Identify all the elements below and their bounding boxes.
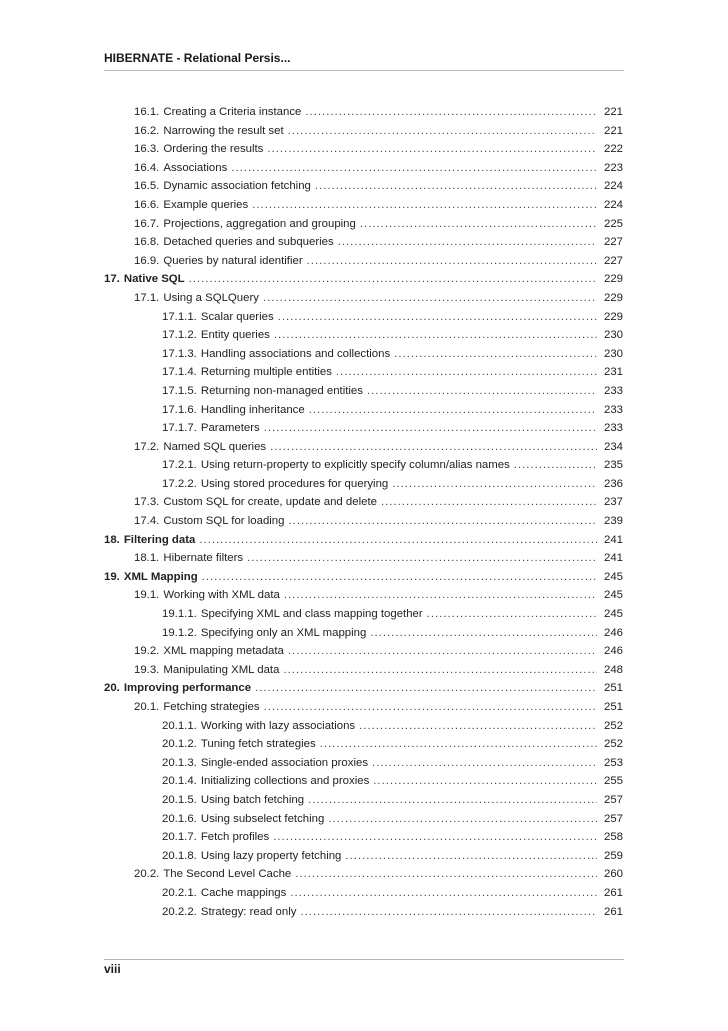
dot-leader xyxy=(307,252,597,271)
toc-entry-number: 16.1. xyxy=(134,106,160,118)
toc-entry-number: 20.1. xyxy=(134,701,160,713)
toc-entry-line xyxy=(134,549,623,568)
toc-entry-title: Working with lazy associations xyxy=(200,719,356,732)
dot-leader xyxy=(278,308,597,327)
dot-leader xyxy=(373,772,597,791)
dot-leader xyxy=(372,754,597,773)
toc-entry-title: Using batch fetching xyxy=(200,793,305,806)
toc-entry-line xyxy=(134,103,623,122)
toc-entry-page: 246 xyxy=(603,645,623,658)
toc-entry[interactable] xyxy=(0,252,728,271)
dot-leader xyxy=(288,512,597,531)
toc-entry-line xyxy=(162,419,623,438)
toc-entry[interactable] xyxy=(0,345,728,364)
toc-entry[interactable] xyxy=(0,624,728,643)
toc-entry-page: 223 xyxy=(603,161,623,174)
toc-entry-title: Parameters xyxy=(200,422,260,435)
toc-entry[interactable] xyxy=(0,308,728,327)
toc-entry-title: Working with XML data xyxy=(163,589,280,602)
dot-leader xyxy=(381,493,597,512)
toc-entry-page: 221 xyxy=(603,124,623,137)
toc-entry[interactable] xyxy=(0,382,728,401)
toc-entry-number: 19. xyxy=(104,570,120,583)
toc-entry-page: 251 xyxy=(603,682,623,695)
toc-entry-title: Strategy: read only xyxy=(200,905,297,918)
toc-entry-page: 225 xyxy=(603,217,623,230)
dot-leader xyxy=(274,326,597,345)
toc-entry-page: 245 xyxy=(603,589,623,602)
dot-leader xyxy=(514,456,597,475)
dot-leader xyxy=(300,903,597,922)
toc-entry-title: Fetch profiles xyxy=(200,831,270,844)
toc-entry[interactable] xyxy=(0,605,728,624)
toc-entry[interactable] xyxy=(0,122,728,141)
dot-leader xyxy=(189,270,597,289)
toc-entry-title: Scalar queries xyxy=(200,310,274,323)
toc-entry-page: 233 xyxy=(603,384,623,397)
toc-entry-page: 251 xyxy=(603,701,623,713)
toc-entry-page: 259 xyxy=(603,849,623,862)
toc-entry-page: 258 xyxy=(603,831,623,844)
toc-entry-page: 227 xyxy=(603,236,623,249)
toc-entry-number: 20.1.3. xyxy=(162,756,197,769)
toc-entry[interactable] xyxy=(0,772,728,791)
toc-entry[interactable] xyxy=(0,531,728,550)
toc-entry-number: 20.2. xyxy=(134,868,160,881)
toc-entry-line xyxy=(162,772,623,791)
toc-entry-line xyxy=(134,252,623,271)
toc-entry-line xyxy=(134,289,623,308)
toc-entry-number: 19.1.2. xyxy=(162,626,197,639)
toc-entry-title: Detached queries and subqueries xyxy=(163,236,334,249)
toc-entry-page: 233 xyxy=(603,403,623,416)
toc-entry-number: 16.9. xyxy=(134,254,160,267)
toc-entry[interactable] xyxy=(0,661,728,680)
toc-entry-page: 257 xyxy=(603,793,623,806)
dot-leader xyxy=(255,679,597,698)
toc-entry-title: Handling associations and collections xyxy=(200,347,391,360)
toc-entry[interactable] xyxy=(0,903,728,922)
toc-entry-line xyxy=(104,270,623,289)
toc-entry-page: 227 xyxy=(603,254,623,267)
toc-entry[interactable] xyxy=(0,717,728,736)
dot-leader xyxy=(308,791,597,810)
toc-entry-title: Creating a Criteria instance xyxy=(163,106,302,118)
dot-leader xyxy=(338,233,597,252)
toc-entry[interactable] xyxy=(0,419,728,438)
toc-entry[interactable] xyxy=(0,679,728,698)
toc-entry-line xyxy=(162,903,623,922)
toc-entry-number: 16.7. xyxy=(134,217,160,230)
toc-entry-title: Returning multiple entities xyxy=(200,366,332,379)
toc-entry-line xyxy=(162,754,623,773)
toc-entry-page: 236 xyxy=(603,477,623,490)
toc-entry-line xyxy=(134,493,623,512)
toc-entry[interactable] xyxy=(0,326,728,345)
toc-entry-number: 19.2. xyxy=(134,645,160,658)
dot-leader xyxy=(370,624,597,643)
dot-leader xyxy=(202,568,597,587)
toc-entry[interactable] xyxy=(0,698,728,717)
toc-entry[interactable] xyxy=(0,754,728,773)
toc-entry-page: 245 xyxy=(603,608,623,621)
toc-entry-title: Queries by natural identifier xyxy=(163,254,303,267)
toc-entry[interactable] xyxy=(0,401,728,420)
toc-entry-title: Manipulating XML data xyxy=(163,663,280,676)
dot-leader xyxy=(267,140,597,159)
dot-leader xyxy=(290,884,597,903)
page-number: viii xyxy=(104,962,121,976)
toc-entry-number: 16.6. xyxy=(134,198,160,211)
dot-leader xyxy=(295,865,597,884)
toc-entry-title: Using a SQLQuery xyxy=(163,291,259,304)
toc-entry[interactable] xyxy=(0,493,728,512)
toc-entry-page: 221 xyxy=(603,106,623,118)
toc-entry-line xyxy=(134,122,623,141)
toc-entry-number: 16.4. xyxy=(134,161,160,174)
toc-entry[interactable] xyxy=(0,735,728,754)
toc-entry-page: 231 xyxy=(603,366,623,379)
dot-leader xyxy=(392,475,597,494)
toc-entry-line xyxy=(162,475,623,494)
toc-entry[interactable] xyxy=(0,568,728,587)
toc-entry-title: Handling inheritance xyxy=(200,403,305,416)
toc-entry[interactable] xyxy=(0,289,728,308)
toc-entry[interactable] xyxy=(0,196,728,215)
toc-entry-page: 235 xyxy=(603,459,623,472)
toc-entry-line xyxy=(134,512,623,531)
dot-leader xyxy=(264,419,597,438)
toc-entry-title: Named SQL queries xyxy=(163,440,267,453)
toc-entry-page: 246 xyxy=(603,626,623,639)
dot-leader xyxy=(315,177,597,196)
dot-leader xyxy=(336,363,597,382)
toc-entry[interactable] xyxy=(0,512,728,531)
toc-entry-line xyxy=(162,605,623,624)
toc-entry-page: 224 xyxy=(603,198,623,211)
toc-entry-line xyxy=(162,326,623,345)
toc-entry-page: 252 xyxy=(603,719,623,732)
toc-entry-number: 17. xyxy=(104,273,120,286)
toc-entry-page: 245 xyxy=(603,570,623,583)
toc-entry-page: 234 xyxy=(603,440,623,453)
toc-entry-page: 252 xyxy=(603,738,623,751)
toc-entry[interactable] xyxy=(0,810,728,829)
toc-entry-title: Cache mappings xyxy=(200,886,287,899)
toc-entry-page: 222 xyxy=(603,143,623,156)
toc-entry-title: Example queries xyxy=(163,198,249,211)
toc-entry-page: 233 xyxy=(603,422,623,435)
toc-entry-number: 20.1.1. xyxy=(162,719,197,732)
toc-entry-number: 19.1.1. xyxy=(162,608,197,621)
toc-entry[interactable] xyxy=(0,233,728,252)
toc-entry-title: Using subselect fetching xyxy=(200,812,325,825)
toc-entry-title: Associations xyxy=(163,161,228,174)
toc-entry-title: Hibernate filters xyxy=(163,552,244,565)
toc-entry-page: 230 xyxy=(603,347,623,360)
dot-leader xyxy=(247,549,597,568)
toc-entry-title: Using stored procedures for querying xyxy=(200,477,389,490)
toc-entry-number: 18.1. xyxy=(134,552,160,565)
dot-leader xyxy=(231,159,597,178)
toc-entry-number: 17.2. xyxy=(134,440,160,453)
toc-entry-number: 20.2.2. xyxy=(162,905,197,918)
dot-leader xyxy=(252,196,597,215)
toc-entry-page: 261 xyxy=(603,905,623,918)
toc-entry-page: 253 xyxy=(603,756,623,769)
toc-entry-line xyxy=(134,177,623,196)
toc-entry-line xyxy=(134,698,623,717)
dot-leader xyxy=(283,661,597,680)
toc-entry[interactable] xyxy=(0,586,728,605)
toc-entry-title: The Second Level Cache xyxy=(163,868,292,881)
toc-entry-page: 241 xyxy=(603,552,623,565)
toc-entry[interactable] xyxy=(0,438,728,457)
toc-entry-line xyxy=(162,810,623,829)
toc-entry-title: Using lazy property fetching xyxy=(200,849,342,862)
toc-entry-line xyxy=(162,791,623,810)
toc-entry-page: 248 xyxy=(603,663,623,676)
toc-entry-line xyxy=(162,828,623,847)
dot-leader xyxy=(427,605,597,624)
toc-entry-number: 17.1.1. xyxy=(162,310,197,323)
toc-entry-number: 17.1. xyxy=(134,291,160,304)
toc-entry[interactable] xyxy=(0,828,728,847)
toc-entry-line xyxy=(162,363,623,382)
toc-entry-title: XML mapping metadata xyxy=(163,645,284,658)
toc-entry[interactable] xyxy=(0,177,728,196)
dot-leader xyxy=(359,717,597,736)
toc-entry-number: 20.1.5. xyxy=(162,793,197,806)
toc-entry-number: 17.1.7. xyxy=(162,422,197,435)
toc-entry-line xyxy=(134,140,623,159)
toc-entry-page: 260 xyxy=(603,868,623,881)
toc-entry-number: 20.1.4. xyxy=(162,775,197,788)
running-header-title: HIBERNATE - Relational Persis... xyxy=(104,51,291,65)
toc-entry[interactable] xyxy=(0,270,728,289)
toc-entry-line xyxy=(134,642,623,661)
toc-entry-line xyxy=(162,382,623,401)
toc-entry-number: 20.1.7. xyxy=(162,831,197,844)
toc-entry[interactable] xyxy=(0,791,728,810)
toc-entry-title: Improving performance xyxy=(123,682,252,695)
toc-entry-number: 16.5. xyxy=(134,180,160,193)
toc-entry-page: 241 xyxy=(603,533,623,546)
dot-leader xyxy=(320,735,597,754)
dot-leader xyxy=(309,401,597,420)
toc-entry[interactable] xyxy=(0,140,728,159)
dot-leader xyxy=(264,698,597,717)
toc-entry-title: Specifying XML and class mapping together xyxy=(200,608,423,621)
toc-entry-line xyxy=(134,233,623,252)
toc-entry[interactable] xyxy=(0,549,728,568)
toc-entry-line xyxy=(162,884,623,903)
toc-entry[interactable] xyxy=(0,159,728,178)
toc-entry-page: 257 xyxy=(603,812,623,825)
toc-entry-line xyxy=(134,438,623,457)
toc-entry-title: Dynamic association fetching xyxy=(163,180,311,193)
toc-entry-number: 17.1.5. xyxy=(162,384,197,397)
toc-entry-line xyxy=(162,401,623,420)
toc-entry-title: Fetching strategies xyxy=(163,701,260,713)
toc-entry-title: Projections, aggregation and grouping xyxy=(163,217,356,230)
toc-entry-line xyxy=(162,456,623,475)
toc-entry-line xyxy=(104,679,623,698)
toc-entry[interactable] xyxy=(0,103,728,122)
toc-entry[interactable] xyxy=(0,475,728,494)
toc-entry-title: Using return-property to explicitly specify column/alias names xyxy=(200,459,510,472)
dot-leader xyxy=(199,531,597,550)
toc-entry-number: 20.1.6. xyxy=(162,812,197,825)
dot-leader xyxy=(345,847,597,866)
dot-leader xyxy=(367,382,597,401)
toc-entry-line xyxy=(162,735,623,754)
toc-entry-line xyxy=(162,308,623,327)
toc-entry[interactable] xyxy=(0,865,728,884)
toc-entry-line xyxy=(134,159,623,178)
dot-leader xyxy=(270,438,597,457)
toc-entry[interactable] xyxy=(0,363,728,382)
dot-leader xyxy=(288,642,597,661)
toc-entry-page: 229 xyxy=(603,310,623,323)
header-divider xyxy=(104,70,624,71)
toc-entry-number: 17.3. xyxy=(134,496,160,509)
toc-entry-page: 230 xyxy=(603,329,623,342)
toc-entry-line xyxy=(134,661,623,680)
dot-leader xyxy=(394,345,597,364)
toc-entry-number: 17.1.6. xyxy=(162,403,197,416)
toc-entry-page: 229 xyxy=(603,291,623,304)
toc-entry-title: Native SQL xyxy=(123,273,185,286)
toc-entry-number: 17.1.2. xyxy=(162,329,197,342)
toc-entry-title: Narrowing the result set xyxy=(163,124,284,137)
footer-divider xyxy=(104,959,624,960)
dot-leader xyxy=(284,586,597,605)
toc-entry-number: 19.1. xyxy=(134,589,160,602)
toc-entry-line xyxy=(104,531,623,550)
toc-entry[interactable] xyxy=(0,884,728,903)
toc-entry-number: 16.3. xyxy=(134,143,160,156)
dot-leader xyxy=(360,215,597,234)
dot-leader xyxy=(273,828,597,847)
toc-entry[interactable] xyxy=(0,456,728,475)
toc-entry-title: Tuning fetch strategies xyxy=(200,738,316,751)
toc-entry-title: Single-ended association proxies xyxy=(200,756,369,769)
toc-entry-title: Specifying only an XML mapping xyxy=(200,626,367,639)
toc-entry-title: Custom SQL for create, update and delete xyxy=(163,496,377,509)
toc-entry-line xyxy=(134,865,623,884)
toc-entry-number: 18. xyxy=(104,533,120,546)
toc-entry[interactable] xyxy=(0,847,728,866)
toc-entry-number: 17.1.3. xyxy=(162,347,197,360)
toc-entry-line xyxy=(134,196,623,215)
toc-entry-number: 19.3. xyxy=(134,663,160,676)
toc-entry-page: 255 xyxy=(603,775,623,788)
toc-entry-title: Initializing collections and proxies xyxy=(200,775,370,788)
toc-entry[interactable] xyxy=(0,642,728,661)
table-of-contents xyxy=(0,103,728,921)
dot-leader xyxy=(288,122,597,141)
toc-entry-page: 237 xyxy=(603,496,623,509)
toc-entry-line xyxy=(104,568,623,587)
toc-entry-page: 239 xyxy=(603,515,623,528)
toc-entry-line xyxy=(162,624,623,643)
toc-entry-number: 20.2.1. xyxy=(162,886,197,899)
toc-entry-line xyxy=(162,345,623,364)
toc-entry-title: Custom SQL for loading xyxy=(163,515,285,528)
toc-entry-number: 17.2.2. xyxy=(162,477,197,490)
toc-entry-title: XML Mapping xyxy=(123,570,198,583)
toc-entry-line xyxy=(134,586,623,605)
toc-entry-number: 17.1.4. xyxy=(162,366,197,379)
toc-entry-page: 229 xyxy=(603,273,623,286)
toc-entry-number: 17.4. xyxy=(134,515,160,528)
toc-entry-title: Filtering data xyxy=(123,533,196,546)
toc-entry-number: 16.2. xyxy=(134,124,160,137)
toc-entry-number: 17.2.1. xyxy=(162,459,197,472)
toc-entry-number: 20.1.2. xyxy=(162,738,197,751)
toc-entry[interactable] xyxy=(0,215,728,234)
toc-entry-number: 20. xyxy=(104,682,120,695)
toc-entry-line xyxy=(134,215,623,234)
toc-entry-line xyxy=(162,847,623,866)
toc-entry-number: 20.1.8. xyxy=(162,849,197,862)
toc-entry-number: 16.8. xyxy=(134,236,160,249)
toc-entry-line xyxy=(162,717,623,736)
toc-entry-page: 224 xyxy=(603,180,623,193)
dot-leader xyxy=(328,810,597,829)
toc-entry-title: Returning non-managed entities xyxy=(200,384,363,397)
dot-leader xyxy=(305,103,597,122)
toc-entry-page: 261 xyxy=(603,886,623,899)
dot-leader xyxy=(263,289,597,308)
toc-entry-title: Entity queries xyxy=(200,329,270,342)
toc-entry-title: Ordering the results xyxy=(163,143,264,156)
